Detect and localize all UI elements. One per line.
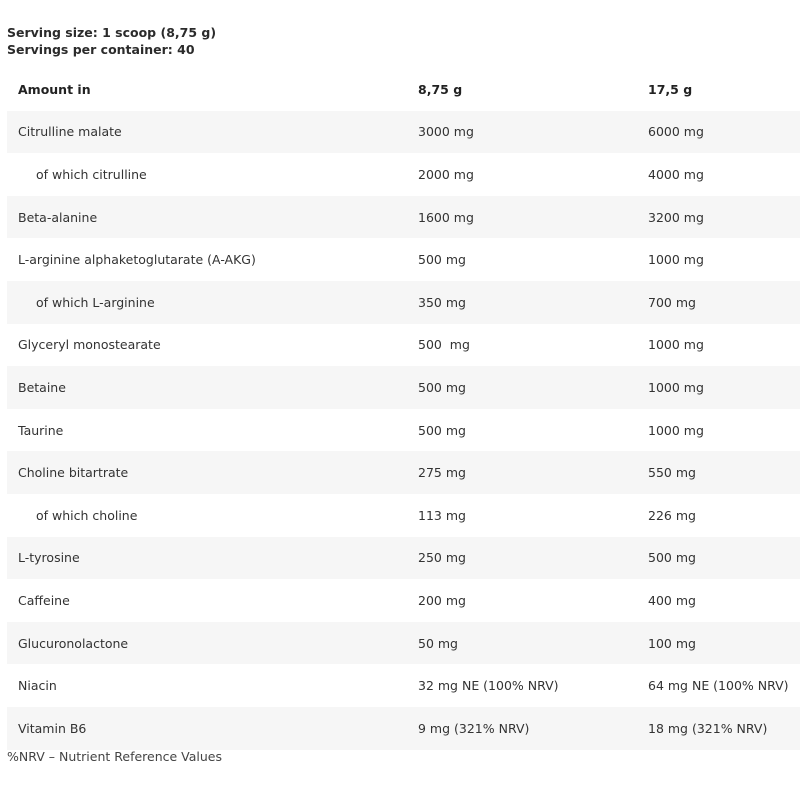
amount-serving-1: 500 mg <box>418 379 466 395</box>
table-row <box>7 451 800 494</box>
amount-serving-2: 400 mg <box>648 592 696 608</box>
amount-serving-1: 350 mg <box>418 294 466 310</box>
ingredient-name: L-tyrosine <box>18 550 80 566</box>
ingredient-name: Niacin <box>18 678 57 694</box>
ingredient-name: Caffeine <box>18 592 70 608</box>
amount-serving-1: 1600 mg <box>418 209 474 225</box>
amount-serving-2: 4000 mg <box>648 166 704 182</box>
serving-size: Serving size: 1 scoop (8,75 g) <box>7 25 217 40</box>
ingredient-name: L-arginine alphaketoglutarate (A-AKG) <box>18 252 256 268</box>
amount-serving-1: 113 mg <box>418 507 466 523</box>
amount-serving-1: 275 mg <box>418 465 466 481</box>
amount-serving-2: 1000 mg <box>648 422 704 438</box>
table-row <box>7 579 800 622</box>
ingredient-name: Betaine <box>18 379 66 395</box>
ingredient-name: Citrulline malate <box>18 124 122 140</box>
amount-serving-2: 700 mg <box>648 294 696 310</box>
header-amount-in: Amount in <box>18 81 91 97</box>
amount-serving-2: 6000 mg <box>648 124 704 140</box>
table-row <box>7 664 800 707</box>
table-row <box>7 622 800 665</box>
amount-serving-1: 500 mg <box>418 252 466 268</box>
ingredient-name: Glyceryl monostearate <box>18 337 161 353</box>
table-row <box>7 153 800 196</box>
table-row <box>7 707 800 750</box>
amount-serving-2: 1000 mg <box>648 379 704 395</box>
table-row <box>7 537 800 580</box>
amount-serving-1: 2000 mg <box>418 166 474 182</box>
table-row <box>7 494 800 537</box>
ingredient-name: of which choline <box>36 507 138 523</box>
table-row <box>7 409 800 452</box>
table-row <box>7 196 800 239</box>
amount-serving-1: 500 mg <box>418 337 470 353</box>
serving-info <box>7 24 216 58</box>
nutrition-table <box>7 68 800 750</box>
amount-serving-2: 100 mg <box>648 635 696 651</box>
amount-serving-1: 50 mg <box>418 635 458 651</box>
amount-serving-2: 226 mg <box>648 507 696 523</box>
amount-serving-1: 3000 mg <box>418 124 474 140</box>
amount-serving-1: 32 mg NE (100% NRV) <box>418 678 559 694</box>
ingredient-name: Beta-alanine <box>18 209 98 225</box>
header-serving-1: 8,75 g <box>418 81 463 97</box>
amount-serving-1: 250 mg <box>418 550 466 566</box>
ingredient-name: of which L-arginine <box>36 294 155 310</box>
amount-serving-2: 500 mg <box>648 550 696 566</box>
amount-serving-1: 9 mg (321% NRV) <box>418 720 530 736</box>
servings-per-container: Servings per container: 40 <box>7 42 195 57</box>
amount-serving-2: 1000 mg <box>648 252 704 268</box>
amount-serving-1: 200 mg <box>418 592 466 608</box>
header-serving-2: 17,5 g <box>648 81 693 97</box>
amount-serving-2: 1000 mg <box>648 337 704 353</box>
ingredient-name: Choline bitartrate <box>18 465 129 481</box>
table-row <box>7 238 800 281</box>
table-row <box>7 366 800 409</box>
ingredient-name: Glucuronolactone <box>18 635 129 651</box>
nrv-footnote: %NRV – Nutrient Reference Values <box>7 749 223 764</box>
ingredient-name: Vitamin B6 <box>18 720 87 736</box>
amount-serving-2: 550 mg <box>648 465 696 481</box>
ingredient-name: of which citrulline <box>36 166 147 182</box>
amount-serving-2: 64 mg NE (100% NRV) <box>648 678 789 694</box>
table-row <box>7 324 800 367</box>
amount-serving-1: 500 mg <box>418 422 466 438</box>
amount-serving-2: 3200 mg <box>648 209 704 225</box>
table-row <box>7 111 800 154</box>
table-row <box>7 281 800 324</box>
ingredient-name: Taurine <box>18 422 64 438</box>
table-header-row <box>7 68 800 111</box>
amount-serving-2: 18 mg (321% NRV) <box>648 720 768 736</box>
